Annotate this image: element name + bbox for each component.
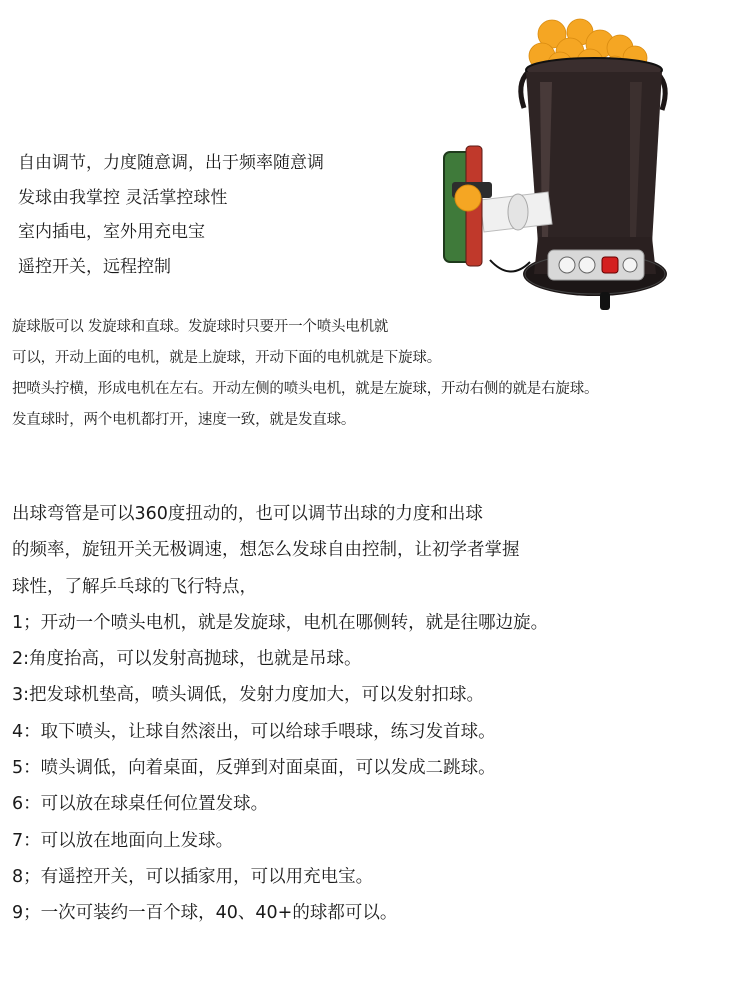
feature-line: 室内插电，室外用充电宝 xyxy=(18,222,205,242)
spin-line: 发直球时，两个电机都打开，速度一致，就是发直球。 xyxy=(12,412,356,428)
feature-line: 自由调节，力度随意调，出于频率随意调 xyxy=(18,153,324,173)
detail-line: 3:把发球机垫高，喷头调低，发射力度加大，可以发射扣球。 xyxy=(12,685,485,706)
detail-line: 9；一次可装约一百个球，40、40+的球都可以。 xyxy=(12,903,398,924)
detail-line: 2:角度抬高，可以发射高抛球，也就是吊球。 xyxy=(12,649,362,670)
detail-paragraph xyxy=(12,496,548,932)
detail-line: 6：可以放在球桌任何位置发球。 xyxy=(12,794,269,815)
spin-line: 可以，开动上面的电机，就是上旋球，开动下面的电机就是下旋球。 xyxy=(12,350,441,366)
detail-line: 球性，了解乒乓球的飞行特点， xyxy=(12,576,257,597)
spin-line: 旋球版可以 发旋球和直球。发旋球时只要开一个喷头电机就 xyxy=(12,319,389,335)
spin-paragraph xyxy=(12,312,598,436)
detail-line: 7：可以放在地面向上发球。 xyxy=(12,830,234,851)
spin-line: 把喷头拧横，形成电机在左右。开动左侧的喷头电机，就是左旋球，开动右侧的就是右旋球。 xyxy=(12,381,599,397)
detail-line: 1；开动一个喷头电机，就是发旋球，电机在哪侧转，就是往哪边旋。 xyxy=(12,612,549,633)
feature-list xyxy=(18,146,324,284)
detail-line: 5：喷头调低，向着桌面，反弹到对面桌面，可以发成二跳球。 xyxy=(12,758,496,779)
feature-line: 遥控开关，远程控制 xyxy=(18,256,171,277)
detail-line: 出球弯管是可以360度扭动的，也可以调节出球的力度和出球 xyxy=(12,504,483,524)
feature-line: 发球由我掌控 灵活掌控球性 xyxy=(18,187,228,208)
ping-pong-ball-machine-icon xyxy=(430,12,675,317)
detail-line: 8；有遥控开关，可以插家用，可以用充电宝。 xyxy=(12,866,374,887)
detail-line: 的频率，旋钮开关无极调速，想怎么发球自由控制，让初学者掌握 xyxy=(12,540,520,561)
detail-line: 4：取下喷头，让球自然滚出，可以给球手喂球，练习发首球。 xyxy=(12,721,496,742)
